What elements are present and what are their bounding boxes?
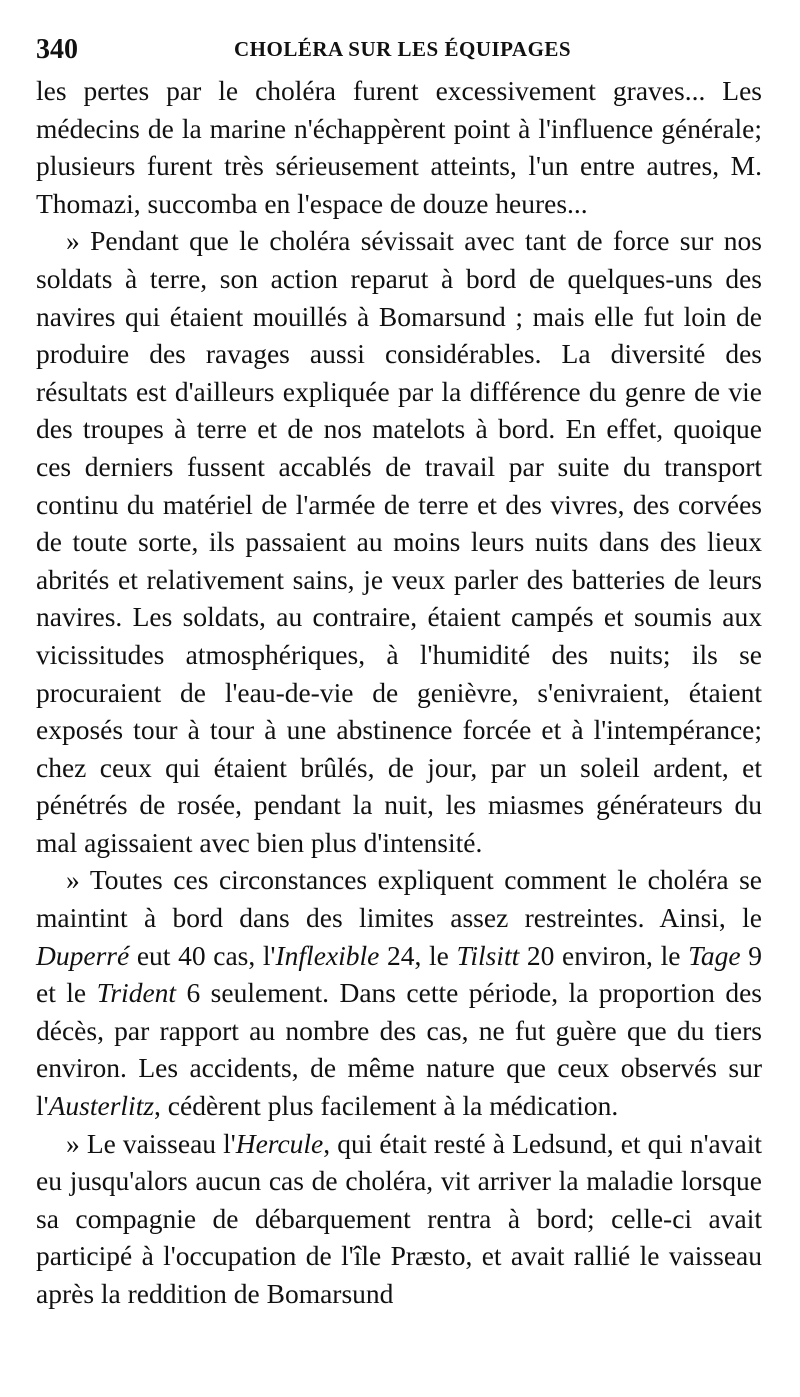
ship-name: Inflexible bbox=[275, 939, 380, 971]
text-segment: 9 et le bbox=[36, 939, 762, 1009]
body-text bbox=[36, 72, 762, 1313]
ship-name: Duperré bbox=[36, 939, 130, 971]
text-segment: , cédèrent plus facilement à la médication. bbox=[154, 1090, 619, 1122]
ship-name: Tilsitt bbox=[456, 939, 520, 971]
ship-name: Tage bbox=[688, 939, 741, 971]
paragraph-2 bbox=[36, 222, 762, 861]
ship-name: Austerlitz bbox=[48, 1090, 155, 1122]
paragraph-4 bbox=[36, 1125, 762, 1313]
text-segment: » Le vaisseau l' bbox=[66, 1127, 236, 1159]
text-segment: eut 40 cas, l' bbox=[129, 939, 276, 971]
text-segment: 24, le bbox=[379, 939, 457, 971]
text-segment: , qui était resté à Ledsund, et qui n'avait eu jusqu'alors aucun cas de choléra, vit arriver la maladie lorsque sa compagnie de débarquement rentra à bord; celle-ci avait participé à l'occupation de l'île Præsto, et avait rallié le vaisseau après la reddition de Bomarsund bbox=[36, 1127, 762, 1309]
page-number: 340 bbox=[36, 34, 78, 65]
paragraph-3 bbox=[36, 861, 762, 1124]
paragraph-1 bbox=[36, 72, 762, 222]
text-segment: » Toutes ces circonstances expliquent comment le choléra se maintint à bord dans des limites assez restreintes. Ainsi, le bbox=[36, 864, 762, 934]
ship-name: Trident bbox=[96, 977, 177, 1009]
running-title: CHOLÉRA SUR LES ÉQUIPAGES bbox=[234, 37, 572, 61]
text-segment: 20 environ, le bbox=[519, 939, 689, 971]
page-header bbox=[36, 30, 754, 70]
text-segment: » Pendant que le choléra sévissait avec tant de force sur nos soldats à terre, son action reparut à bord de quelques-uns des navires qui étaient mouillés à Bomarsund ; mais elle fut loin de produire des ravages aussi considérables. La diversité des résultats est d'ailleurs expliquée par la différence du genre de vie des troupes à terre et de nos matelots à bord. En effet, quoique ces derniers fussent accablés de travail par suite du transport continu du matériel de l'armée de terre et des vivres, des corvées de toute sorte, ils passaient au moins leurs nuits dans des lieux abrités et relativement sains, je veux parler des batteries de leurs navires. Les soldats, au contraire, étaient campés et soumis aux vicissitudes atmosphériques, à l'humidité des nuits; ils se procuraient de l'eau-de-vie de genièvre, s'enivraient, étaient exposés tour à tour à une abstinence forcée et à l'intempérance; chez ceux qui étaient brûlés, de jour, par un soleil ardent, et pénétrés de rosée, pendant la nuit, les miasmes générateurs du mal agissaient avec bien plus d'intensité. bbox=[36, 225, 762, 858]
ship-name: Hercule bbox=[235, 1127, 324, 1159]
text-segment: 6 seulement. Dans cette période, la proportion des décès, par rapport au nombre des cas, ne fut guère que du tiers environ. Les accidents, de même nature que ceux observés sur l' bbox=[36, 977, 763, 1122]
text-segment: les pertes par le choléra furent excessivement graves... Les médecins de la marine n'échappèrent point à l'influence générale; plusieurs furent très sérieusement atteints, l'un entre autres, M. Thomazi, succomba en l'espace de douze heures... bbox=[36, 75, 762, 219]
